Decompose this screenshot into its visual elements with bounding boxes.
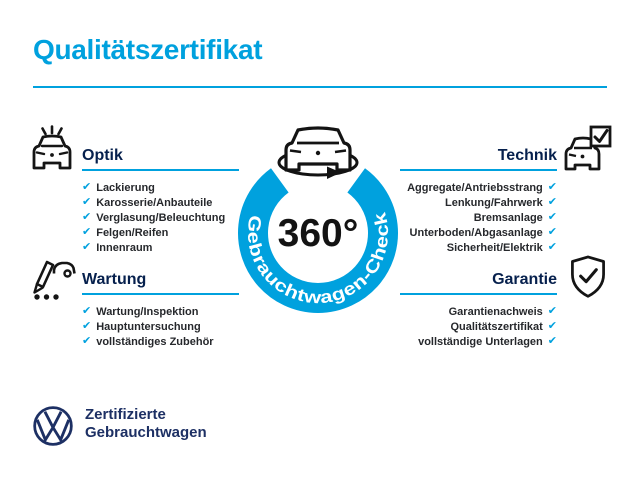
section-underline (400, 169, 557, 171)
car-checkbox-icon (563, 124, 613, 174)
checklist-item-label: Wartung/Inspektion (96, 305, 199, 318)
brand-line-1: Zertifizierte (85, 406, 166, 423)
checklist-item (400, 195, 557, 210)
check-icon: ✔ (82, 196, 92, 208)
checklist-item-label: vollständiges Zubehör (96, 335, 214, 348)
check-icon: ✔ (82, 241, 92, 253)
check-icon: ✔ (82, 181, 92, 193)
checklist-item-label: Felgen/Reifen (96, 226, 169, 239)
checklist-item-label: Garantienachweis (448, 305, 543, 318)
center-360-badge (218, 118, 418, 346)
section-title-technik: Technik (497, 147, 557, 164)
section-underline (400, 293, 557, 295)
checklist-item (400, 304, 557, 319)
car-rotation-360-icon (279, 128, 357, 179)
degree-label: 360° (277, 212, 359, 255)
checklist-item-label: Bremsanlage (473, 211, 543, 224)
section-underline (82, 293, 239, 295)
checklist-item-label: Verglasung/Beleuchtung (96, 211, 226, 224)
checklist-item (82, 304, 239, 319)
check-icon: ✔ (547, 335, 557, 347)
checklist-garantie (400, 304, 557, 349)
checklist-item (400, 334, 557, 349)
check-icon: ✔ (547, 211, 557, 223)
checklist-item-label: vollständige Unterlagen (418, 335, 543, 348)
section-title-optik: Optik (82, 147, 123, 164)
checklist-item-label: Lenkung/Fahrwerk (444, 196, 543, 209)
checklist-item (400, 210, 557, 225)
check-icon: ✔ (547, 241, 557, 253)
checklist-item (82, 225, 239, 240)
check-icon: ✔ (547, 305, 557, 317)
car-shine-icon (27, 124, 77, 174)
checklist-item-label: Qualitätszertifikat (450, 320, 543, 333)
checklist-item-label: Innenraum (96, 241, 153, 254)
checklist-item (82, 180, 239, 195)
checklist-item (82, 195, 239, 210)
checklist-item-label: Aggregate/Antriebsstrang (407, 181, 543, 194)
check-icon: ✔ (82, 335, 92, 347)
section-title-wartung: Wartung (82, 271, 147, 288)
section-underline (82, 169, 239, 171)
ring-label: Gebrauchtwagen-Check (243, 212, 393, 308)
brand-line-2: Gebrauchtwagen (85, 424, 207, 441)
check-icon: ✔ (547, 226, 557, 238)
checklist-item-label: Lackierung (96, 181, 155, 194)
shield-check-icon (566, 254, 610, 302)
checklist-item-label: Unterboden/Abgasanlage (409, 226, 543, 239)
checklist-item (82, 334, 239, 349)
check-icon: ✔ (547, 181, 557, 193)
checklist-item (400, 180, 557, 195)
section-title-garantie: Garantie (492, 271, 557, 288)
checklist-item-label: Hauptuntersuchung (96, 320, 201, 333)
checklist-item (400, 319, 557, 334)
checklist-item-label: Karosserie/Anbauteile (96, 196, 213, 209)
brand-text (85, 406, 207, 442)
checklist-item (82, 210, 239, 225)
check-icon: ✔ (82, 320, 92, 332)
check-icon: ✔ (82, 226, 92, 238)
check-icon: ✔ (82, 211, 92, 223)
checklist-technik (400, 180, 557, 255)
title-divider (33, 86, 607, 88)
pencil-car-checklist-icon (27, 254, 77, 304)
page-title: Qualitätszertifikat (33, 34, 263, 65)
checklist-item-label: Sicherheit/Elektrik (446, 241, 543, 254)
check-icon: ✔ (547, 320, 557, 332)
checklist-item (400, 225, 557, 240)
checklist-optik (82, 180, 239, 255)
checklist-item (82, 319, 239, 334)
check-icon: ✔ (547, 196, 557, 208)
checklist-wartung (82, 304, 239, 349)
check-icon: ✔ (82, 305, 92, 317)
vw-logo (32, 405, 74, 447)
